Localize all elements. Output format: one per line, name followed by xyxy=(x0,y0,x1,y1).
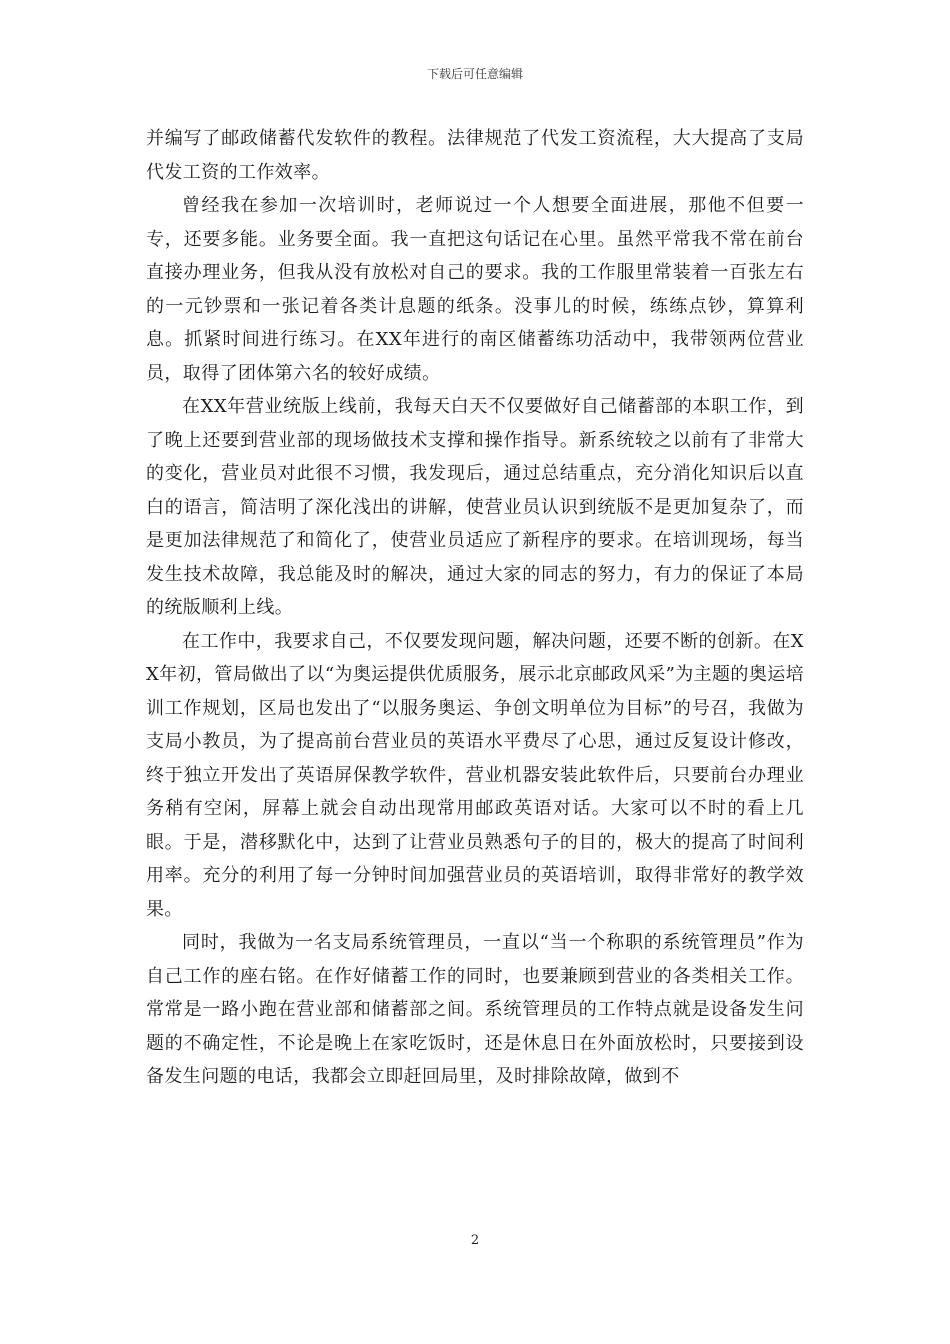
paragraph-3: 在XX年营业统版上线前，我每天白天不仅要做好自己储蓄部的本职工作，到了晚上还要到营业部的现场做技术支撑和操作指导。新系统较之以前有了非常大的变化，营业员对此很不习惯，我发现后，通过总结重点，充分消化知识后以直白的语言，简洁明了深化浅出的讲解，使营业员认识到统版不是更加复杂了，而是更加法律规范了和简化了，使营业员适应了新程序的要求。在培训现场，每当发生技术故障，我总能及时的解决，通过大家的同志的努力，有力的保证了本局的统版顺利上线。 xyxy=(146,396,804,618)
page-header: 下载后可任意编辑 xyxy=(426,67,523,81)
document-body xyxy=(146,122,804,1094)
paragraph-4: 在工作中，我要求自己，不仅要发现问题，解决问题，还要不断的创新。在XX年初，管局做出了以“为奥运提供优质服务，展示北京邮政风采”为主题的奥运培训工作规划，区局也发出了“以服务奥运、争创文明单位为目标”的号召，我做为支局小教员，为了提高前台营业员的英语水平费尽了心思，通过反复设计修改，终于独立开发出了英语屏保教学软件，营业机器安装此软件后，只要前台办理业务稍有空闲，屏幕上就会自动出现常用邮政英语对话。大家可以不时的看上几眼。于是，潜移默化中，达到了让营业员熟悉句子的目的，极大的提高了时间利用率。充分的利用了每一分钟时间加强营业员的英语培训，取得非常好的教学效果。 xyxy=(146,630,805,920)
paragraph-5: 同时，我做为一名支局系统管理员，一直以“当一个称职的系统管理员”作为自己工作的座右铭。在作好储蓄工作的同时，也要兼顾到营业的各类相关工作。常常是一路小跑在营业部和储蓄部之间。系统管理员的工作特点就是设备发生问题的不确定性，不论是晚上在家吃饭时，还是休息日在外面放松时，只要接到设备发生问题的电话，我都会立即赶回局里，及时排除故障，做到不 xyxy=(146,932,804,1087)
page-number: 2 xyxy=(470,1233,480,1248)
paragraph-2: 曾经我在参加一次培训时，老师说过一个人想要全面进展，那他不但要一专，还要多能。业务要全面。我一直把这句话记在心里。虽然平常我不常在前台直接办理业务，但我从没有放松对自己的要求。我的工作服里常装着一百张左右的一元钞票和一张记着各类计息题的纸条。没事儿的时候，练练点钞，算算利息。抓紧时间进行练习。在XX年进行的南区储蓄练功活动中，我带领两位营业员，取得了团体第六名的较好成绩。 xyxy=(146,195,804,384)
paragraph-1: 并编写了邮政储蓄代发软件的教程。法律规范了代发工资流程，大大提高了支局代发工资的工作效率。 xyxy=(146,128,804,183)
